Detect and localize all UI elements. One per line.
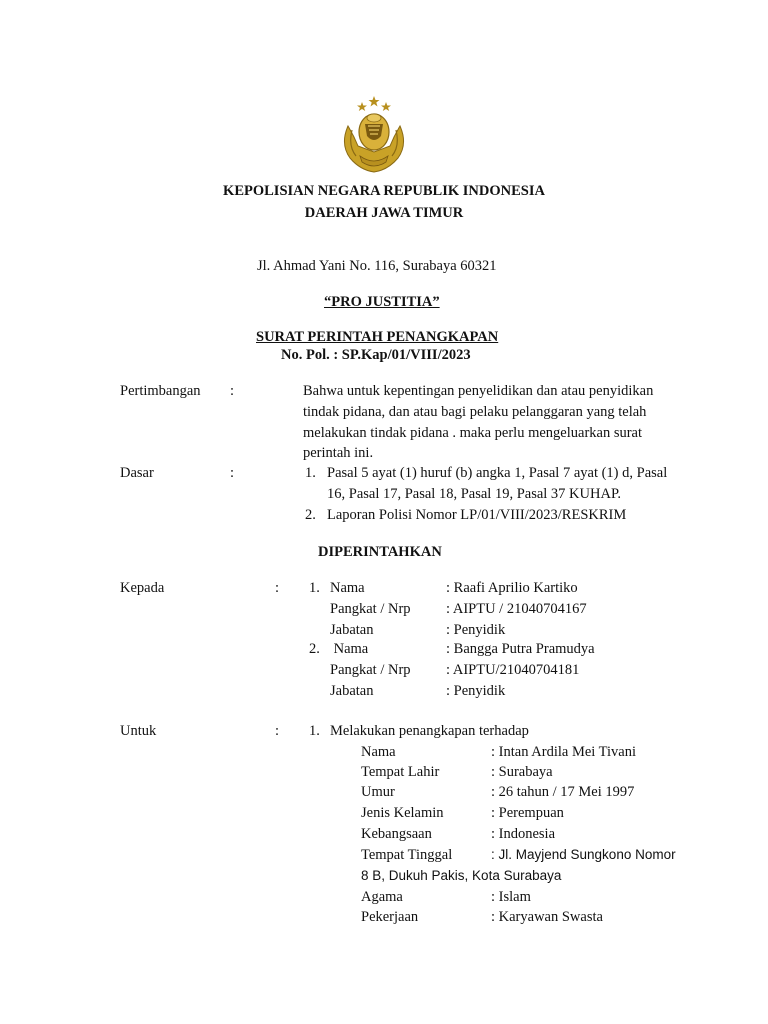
police-emblem-icon (338, 96, 410, 176)
officer-field-label: Pangkat / Nrp (330, 662, 411, 678)
officer-field-label: Pangkat / Nrp (330, 601, 411, 617)
officer-number: 1. (309, 580, 320, 596)
pertimbangan-line-2: tindak pidana, dan atau bagi pelaku pelanggaran yang telah (303, 404, 647, 420)
officer-field-value: : Penyidik (446, 622, 506, 638)
officer-field-label: Jabatan (330, 683, 374, 699)
suspect-field-label: Kebangsaan (361, 826, 432, 842)
officer-field-value: : Raafi Aprilio Kartiko (446, 580, 578, 596)
pertimbangan-label: Pertimbangan (120, 383, 201, 399)
suspect-address-cont: 8 B, Dukuh Pakis, Kota Surabaya (361, 868, 562, 883)
suspect-field-value: : Jl. Mayjend Sungkono Nomor (491, 847, 676, 862)
suspect-field-value: : Surabaya (491, 764, 553, 780)
untuk-label: Untuk (120, 723, 157, 739)
suspect-field-label: Umur (361, 784, 395, 800)
suspect-field-value: : Intan Ardila Mei Tivani (491, 744, 636, 760)
officer-field-label: Nama (330, 580, 365, 596)
organization-region: DAERAH JAWA TIMUR (304, 205, 464, 221)
dasar-item-number: 1. (305, 465, 316, 481)
dasar-colon: : (230, 465, 235, 481)
officer-field-label: Nama (330, 641, 369, 657)
pertimbangan-colon: : (230, 383, 235, 399)
officer-field-value: : AIPTU/21040704181 (446, 662, 580, 678)
suspect-field-value: : Perempuan (491, 805, 564, 821)
dasar-label: Dasar (120, 465, 154, 481)
suspect-field-label: Tempat Tinggal (361, 847, 453, 863)
pertimbangan-line-3: melakukan tindak pidana . maka perlu mengeluarkan surat (303, 425, 643, 441)
suspect-field-label: Jenis Kelamin (361, 805, 444, 821)
officer-field-value: : Penyidik (446, 683, 506, 699)
suspect-field-value: : Karyawan Swasta (491, 909, 603, 925)
dasar-item-text: Pasal 5 ayat (1) huruf (b) angka 1, Pasal 7 ayat (1) d, Pasal (327, 465, 668, 481)
suspect-field-label: Pekerjaan (361, 909, 419, 925)
pertimbangan-line-1: Bahwa untuk kepentingan penyelidikan dan atau penyidikan (303, 383, 654, 399)
suspect-field-label: Agama (361, 889, 403, 905)
officer-field-value: : Bangga Putra Pramudya (446, 641, 595, 657)
suspect-field-label: Nama (361, 744, 396, 760)
officer-number: 2. (309, 641, 320, 657)
suspect-field-value: : Islam (491, 889, 531, 905)
pro-justitia-heading: “PRO JUSTITIA” (324, 294, 440, 310)
dasar-item-number: 2. (305, 507, 316, 523)
kepada-colon: : (275, 580, 280, 596)
untuk-item-number: 1. (309, 723, 320, 739)
untuk-colon: : (275, 723, 280, 739)
document-number: No. Pol. : SP.Kap/01/VIII/2023 (281, 347, 471, 363)
pertimbangan-line-4: perintah ini. (303, 445, 374, 461)
document-title: SURAT PERINTAH PENANGKAPAN (256, 329, 499, 345)
kepada-label: Kepada (120, 580, 165, 596)
suspect-field-value: : 26 tahun / 17 Mei 1997 (491, 784, 635, 800)
officer-field-value: : AIPTU / 21040704167 (446, 601, 587, 617)
suspect-field-value: : Indonesia (491, 826, 556, 842)
organization-name: KEPOLISIAN NEGARA REPUBLIK INDONESIA (223, 183, 545, 199)
dasar-item-text-cont: 16, Pasal 17, Pasal 18, Pasal 19, Pasal 37 KUHAP. (327, 486, 622, 502)
untuk-item-text: Melakukan penangkapan terhadap (330, 723, 529, 739)
dasar-item-text: Laporan Polisi Nomor LP/01/VIII/2023/RESKRIM (327, 507, 627, 523)
organization-address: Jl. Ahmad Yani No. 116, Surabaya 60321 (257, 258, 497, 274)
officer-field-label: Jabatan (330, 622, 374, 638)
suspect-field-label: Tempat Lahir (361, 764, 440, 780)
diperintahkan-heading: DIPERINTAHKAN (318, 544, 442, 560)
